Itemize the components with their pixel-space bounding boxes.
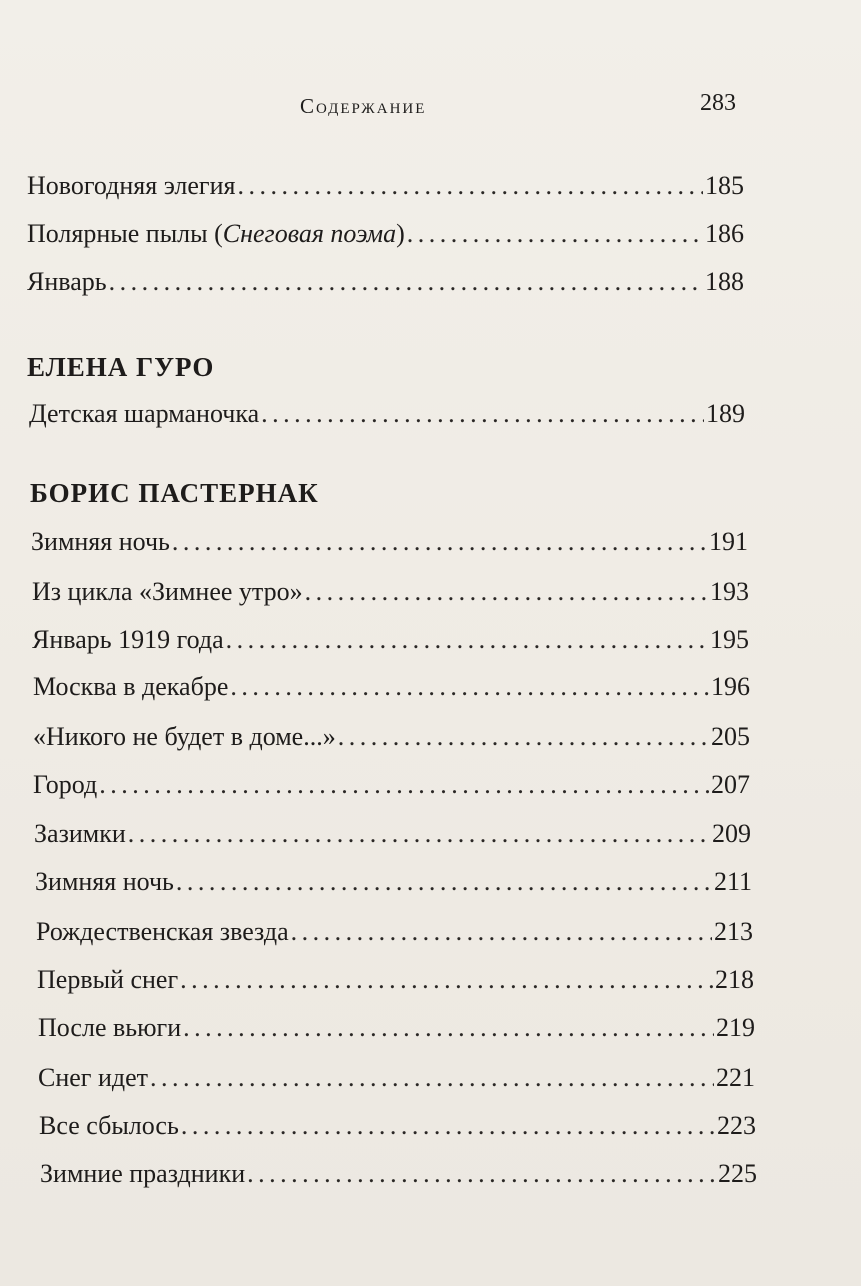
toc-entry-page: 186	[705, 219, 744, 248]
toc-entry-title: Полярные пылы (Снеговая поэма)	[27, 219, 405, 248]
toc-entry-title: Детская шарманочка	[29, 399, 260, 428]
toc-entry	[34, 814, 751, 854]
toc-entry	[38, 1058, 755, 1098]
toc-entry	[33, 765, 750, 805]
toc-entry-page: 209	[712, 819, 751, 848]
running-title: Содержание	[300, 94, 427, 118]
toc-entry	[32, 572, 749, 612]
dot-leader	[230, 667, 709, 707]
toc-entry-page: 193	[710, 577, 749, 606]
toc-entry-title: Рождественская звезда	[36, 917, 289, 946]
dot-leader	[261, 394, 704, 434]
toc-entry-page: 219	[716, 1013, 755, 1042]
dot-leader	[247, 1154, 716, 1194]
toc-entry-title: «Никого не будет в доме...»	[33, 722, 336, 751]
toc-entry	[39, 1106, 756, 1146]
dot-leader	[407, 214, 703, 254]
dot-leader	[172, 522, 707, 562]
toc-entry	[40, 1154, 757, 1194]
toc-entry-page: 221	[716, 1063, 755, 1092]
toc-entry-title: Первый снег	[37, 965, 179, 994]
toc-entry-title: Снег идет	[38, 1063, 149, 1092]
toc-entry-title: Москва в декабре	[33, 672, 229, 701]
dot-leader	[291, 912, 712, 952]
toc-entry-page: 188	[705, 267, 744, 296]
toc-entry-page: 196	[711, 672, 750, 701]
dot-leader	[180, 960, 713, 1000]
toc-entry	[32, 620, 749, 660]
toc-entry-page: 189	[706, 399, 745, 428]
toc-entry	[31, 522, 748, 562]
dot-leader	[109, 262, 703, 302]
toc-entry-title: Зимняя ночь	[31, 527, 170, 556]
toc-entry-title: После вьюги	[38, 1013, 182, 1042]
toc-entry	[29, 394, 745, 434]
toc-entry-title: Январь 1919 года	[32, 625, 224, 654]
toc-entry	[27, 262, 744, 302]
toc-entry	[27, 214, 744, 254]
toc-entry-page: 185	[705, 171, 744, 200]
dot-leader	[176, 862, 712, 902]
toc-entry-page: 218	[715, 965, 754, 994]
section-heading: ЕЛЕНА ГУРО	[27, 352, 215, 382]
toc-entry-title: Все сбылось	[39, 1111, 179, 1140]
dot-leader	[226, 620, 708, 660]
toc-entry-title: Зазимки	[34, 819, 126, 848]
toc-entry-page: 195	[710, 625, 749, 654]
toc-entry-title: Зимние праздники	[40, 1159, 246, 1188]
dot-leader	[128, 814, 710, 854]
dot-leader	[150, 1058, 714, 1098]
toc-entry-page: 205	[711, 722, 750, 751]
toc-entry	[35, 862, 752, 902]
toc-entry-page: 213	[714, 917, 753, 946]
dot-leader	[183, 1008, 714, 1048]
section-heading: БОРИС ПАСТЕРНАК	[30, 478, 319, 508]
toc-entry-page: 225	[718, 1159, 757, 1188]
toc-entry-page: 207	[711, 770, 750, 799]
dot-leader	[305, 572, 708, 612]
toc-entry	[33, 667, 750, 707]
dot-leader	[99, 765, 709, 805]
toc-entry-title: Январь	[27, 267, 107, 296]
page-number: 283	[700, 90, 736, 116]
dot-leader	[237, 166, 703, 206]
toc-entry-title: Новогодняя элегия	[27, 171, 236, 200]
dot-leader	[338, 717, 709, 757]
toc-entry-title: Зимняя ночь	[35, 867, 174, 896]
toc-entry-subtitle: Снеговая поэма	[222, 219, 397, 248]
toc-entry-page: 223	[717, 1111, 756, 1140]
toc-entry	[38, 1008, 755, 1048]
toc-entry-page: 211	[713, 867, 752, 896]
toc-entry	[27, 166, 744, 206]
toc-entry-title: Город	[33, 770, 98, 799]
dot-leader	[181, 1106, 715, 1146]
toc-entry	[37, 960, 754, 1000]
toc-entry-page: 191	[709, 527, 748, 556]
toc-entry	[36, 912, 753, 952]
toc-entry	[33, 717, 750, 757]
toc-entry-title: Из цикла «Зимнее утро»	[32, 577, 303, 606]
